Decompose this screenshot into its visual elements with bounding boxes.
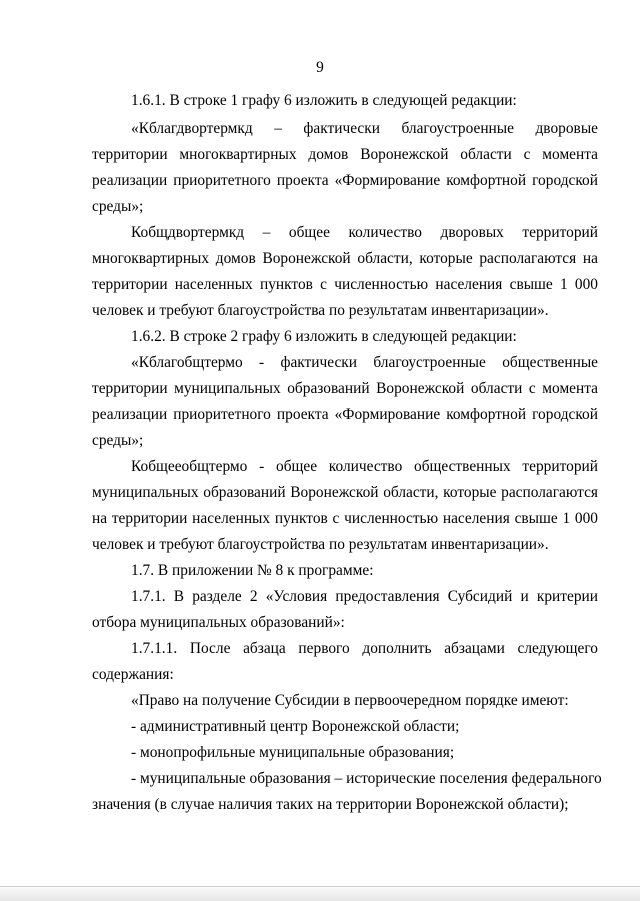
paragraph-line: территории населенных пунктов с численностью населения свыше 1 000 bbox=[92, 276, 598, 293]
paragraph-line: муниципальных образований Воронежской области, которые располагаются bbox=[92, 484, 598, 501]
paragraph-line: человек и требуют благоустройства по результатам инвентаризации». bbox=[92, 302, 549, 319]
paragraph-line: отбора муниципальных образований»: bbox=[92, 614, 345, 631]
paragraph-line: территории многоквартирных домов Воронежской области с момента bbox=[92, 146, 598, 163]
paragraph-line: реализации приоритетного проекта «Формирование комфортной городской bbox=[92, 172, 598, 189]
paragraph-line: - монопрофильные муниципальные образования; bbox=[131, 744, 455, 761]
paragraph-line: 1.7. В приложении № 8 к программе: bbox=[131, 562, 374, 579]
paragraph-line: Кобщееобщтермо - общее количество общественных территорий bbox=[131, 458, 598, 475]
paragraph-line: содержания: bbox=[92, 666, 174, 683]
paragraph-line: 1.7.1.1. После абзаца первого дополнить абзацами следующего bbox=[131, 640, 598, 657]
paragraph-line: «Кблагдвортермкд – фактически благоустроенные дворовые bbox=[131, 120, 598, 137]
paragraph-line: реализации приоритетного проекта «Формирование комфортной городской bbox=[92, 406, 598, 423]
paragraph-line: - муниципальные образования – исторические поселения федерального bbox=[131, 770, 602, 787]
paragraph-line: «Кблагобщтермо - фактически благоустроенные общественные bbox=[131, 354, 598, 371]
paragraph-line: Кобщдвортермкд – общее количество дворовых территорий bbox=[131, 224, 598, 241]
paragraph-line: значения (в случае наличия таких на территории Воронежской области); bbox=[92, 796, 569, 813]
scan-bottom-border bbox=[0, 885, 640, 901]
paragraph-line: 1.6.2. В строке 2 графу 6 изложить в следующей редакции: bbox=[131, 328, 517, 345]
paragraph-line: многоквартирных домов Воронежской области, которые располагаются на bbox=[92, 250, 598, 267]
paragraph-line: на территории населенных пунктов с численностью населения свыше 1 000 bbox=[92, 510, 598, 527]
paragraph-line: территории муниципальных образований Воронежской области с момента bbox=[92, 380, 598, 397]
paragraph-line: среды»; bbox=[92, 432, 144, 449]
paragraph-line: - административный центр Воронежской области; bbox=[131, 718, 460, 735]
paragraph-line: 1.6.1. В строке 1 графу 6 изложить в следующей редакции: bbox=[131, 92, 517, 109]
paragraph-line: «Право на получение Субсидии в первоочередном порядке имеют: bbox=[131, 692, 569, 709]
paragraph-line: 1.7.1. В разделе 2 «Условия предоставления Субсидий и критерии bbox=[131, 588, 598, 605]
paragraph-line: среды»; bbox=[92, 198, 144, 215]
page-number: 9 bbox=[316, 59, 324, 76]
paragraph-line: человек и требуют благоустройства по результатам инвентаризации». bbox=[92, 536, 549, 553]
scan-edge-line bbox=[0, 886, 640, 887]
